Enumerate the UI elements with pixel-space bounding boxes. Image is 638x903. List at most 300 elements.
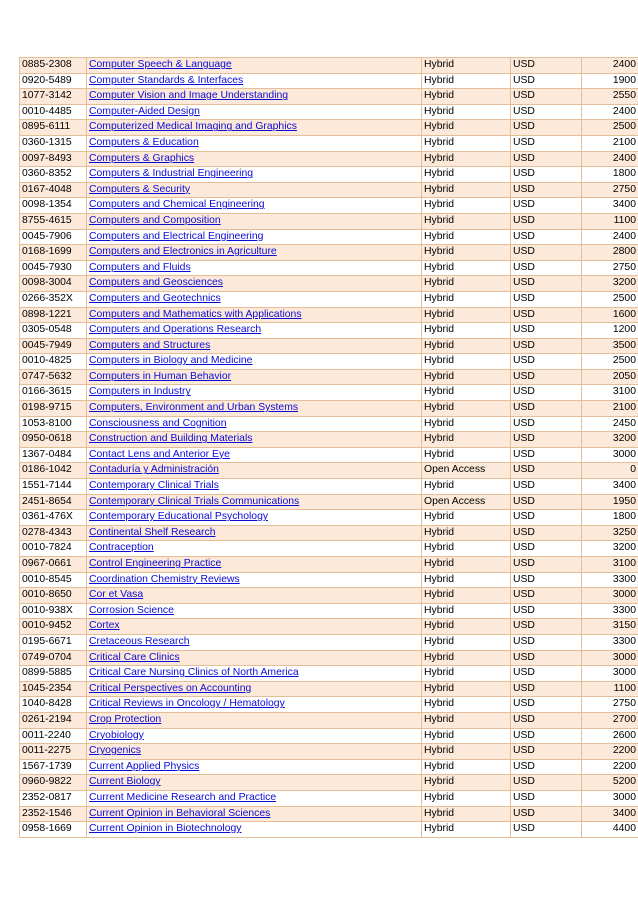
currency-cell: USD — [511, 401, 582, 417]
access-model-cell: Hybrid — [422, 401, 511, 417]
journal-title-link[interactable]: Control Engineering Practice — [89, 558, 222, 569]
journal-title-link[interactable]: Current Applied Physics — [89, 760, 200, 772]
journal-title-cell — [87, 634, 422, 650]
price-cell: 2050 — [582, 369, 638, 385]
price-cell: 3200 — [582, 541, 638, 557]
currency-cell: USD — [511, 307, 582, 323]
price-cell: 2450 — [582, 416, 638, 432]
price-cell: 1600 — [582, 307, 638, 323]
price-cell: 4400 — [582, 822, 638, 838]
issn-cell: 2451-8654 — [20, 494, 87, 510]
access-model-cell: Hybrid — [422, 712, 511, 728]
issn-cell: 0045-7906 — [20, 229, 87, 245]
journal-title-cell — [87, 213, 422, 229]
currency-cell: USD — [511, 510, 582, 526]
issn-cell: 2352-1546 — [20, 806, 87, 822]
issn-cell: 0010-7824 — [20, 541, 87, 557]
issn-cell: 1567-1739 — [20, 759, 87, 775]
access-model-cell: Hybrid — [422, 291, 511, 307]
journal-title-link[interactable]: Computer Vision and Image Understanding — [89, 90, 289, 102]
journal-title-link[interactable]: Consciousness and Cognition — [89, 417, 227, 429]
journal-title-link[interactable]: Computers and Geotechnics — [89, 292, 221, 304]
journal-title-cell — [87, 619, 422, 635]
price-cell: 3150 — [582, 619, 638, 635]
issn-cell: 0168-1699 — [20, 245, 87, 261]
journal-title-link[interactable]: Current Medicine Research and Practice — [89, 791, 277, 803]
table-row — [20, 697, 638, 713]
journal-title-cell — [87, 338, 422, 354]
journal-title-link[interactable]: Computers & Education — [89, 136, 199, 148]
journal-title-link[interactable]: Critical Care Clinics — [89, 651, 180, 663]
journal-title-link[interactable]: Continental Shelf Research — [89, 526, 216, 538]
access-model-cell: Hybrid — [422, 276, 511, 292]
price-cell: 2400 — [582, 104, 638, 120]
table-row — [20, 276, 638, 292]
journal-title-cell — [87, 73, 422, 89]
currency-cell: USD — [511, 213, 582, 229]
issn-cell: 0361-476X — [20, 510, 87, 526]
table-row — [20, 385, 638, 401]
journal-title-link[interactable]: Computer-Aided Design — [89, 105, 200, 117]
currency-cell: USD — [511, 666, 582, 682]
journal-title-cell — [87, 307, 422, 323]
issn-cell: 0195-6671 — [20, 634, 87, 650]
price-cell: 0 — [582, 463, 638, 479]
currency-cell: USD — [511, 338, 582, 354]
journal-title-cell — [87, 775, 422, 791]
access-model-cell: Hybrid — [422, 73, 511, 89]
issn-cell: 0098-3004 — [20, 276, 87, 292]
price-cell: 2800 — [582, 245, 638, 261]
journal-title-link[interactable]: Computers and Mathematics with Applications — [89, 308, 302, 320]
issn-cell: 0899-5885 — [20, 666, 87, 682]
journal-title-cell — [87, 463, 422, 479]
journal-title-link[interactable]: Current Opinion in Biotechnology — [89, 823, 242, 835]
journal-title-cell — [87, 822, 422, 838]
table-row — [20, 291, 638, 307]
journal-title-link[interactable]: Current Biology — [89, 776, 161, 788]
access-model-cell: Hybrid — [422, 416, 511, 432]
table-row — [20, 401, 638, 417]
journal-title-link[interactable]: Computers and Geosciences — [89, 277, 223, 289]
access-model-cell: Hybrid — [422, 260, 511, 276]
journal-title-link[interactable]: Contraception — [89, 542, 154, 554]
table-row — [20, 666, 638, 682]
journal-title-cell — [87, 744, 422, 760]
currency-cell: USD — [511, 822, 582, 838]
currency-cell: USD — [511, 369, 582, 385]
journal-title-cell — [87, 728, 422, 744]
issn-cell: 0045-7949 — [20, 338, 87, 354]
access-model-cell: Hybrid — [422, 603, 511, 619]
journal-title-cell — [87, 697, 422, 713]
issn-cell: 0747-5632 — [20, 369, 87, 385]
journal-title-link[interactable]: Computers and Electrical Engineering — [89, 230, 264, 242]
currency-cell: USD — [511, 229, 582, 245]
price-cell: 3200 — [582, 276, 638, 292]
table-row — [20, 120, 638, 136]
journal-price-sheet — [19, 57, 636, 838]
journal-title-link[interactable]: Contemporary Clinical Trials — [89, 480, 219, 492]
currency-cell: USD — [511, 775, 582, 791]
price-cell: 2600 — [582, 728, 638, 744]
price-cell: 3000 — [582, 666, 638, 682]
journal-title-cell — [87, 557, 422, 573]
journal-title-cell — [87, 447, 422, 463]
price-cell: 2200 — [582, 759, 638, 775]
price-cell: 3000 — [582, 447, 638, 463]
issn-cell: 0360-1315 — [20, 135, 87, 151]
journal-title-cell — [87, 385, 422, 401]
currency-cell: USD — [511, 572, 582, 588]
journal-title-link[interactable]: Computer Speech & Language — [89, 59, 232, 70]
journal-title-cell — [87, 510, 422, 526]
journal-title-cell — [87, 323, 422, 339]
issn-cell: 8755-4615 — [20, 213, 87, 229]
journal-title-cell — [87, 666, 422, 682]
currency-cell: USD — [511, 759, 582, 775]
currency-cell: USD — [511, 479, 582, 495]
access-model-cell: Hybrid — [422, 572, 511, 588]
journal-title-link[interactable]: Computers and Composition — [89, 214, 221, 226]
price-cell: 2400 — [582, 229, 638, 245]
journal-title-link[interactable]: Cortex — [89, 620, 120, 632]
table-row — [20, 151, 638, 167]
price-cell: 1800 — [582, 510, 638, 526]
journal-title-link[interactable]: Computers in Industry — [89, 386, 191, 398]
issn-cell: 0045-7930 — [20, 260, 87, 276]
price-cell: 3300 — [582, 634, 638, 650]
currency-cell: USD — [511, 167, 582, 183]
table-row — [20, 58, 638, 74]
currency-cell: USD — [511, 432, 582, 448]
price-cell: 1950 — [582, 494, 638, 510]
access-model-cell: Hybrid — [422, 385, 511, 401]
access-model-cell: Hybrid — [422, 525, 511, 541]
table-row — [20, 525, 638, 541]
journal-title-link[interactable]: Cryogenics — [89, 745, 141, 757]
price-cell: 1200 — [582, 323, 638, 339]
currency-cell: USD — [511, 354, 582, 370]
issn-cell: 0266-352X — [20, 291, 87, 307]
currency-cell: USD — [511, 619, 582, 635]
table-row — [20, 681, 638, 697]
journal-title-cell — [87, 541, 422, 557]
price-cell: 1100 — [582, 213, 638, 229]
access-model-cell: Hybrid — [422, 104, 511, 120]
table-row — [20, 510, 638, 526]
issn-cell: 0011-2275 — [20, 744, 87, 760]
journal-table-body — [20, 58, 638, 838]
table-row — [20, 198, 638, 214]
issn-cell: 0167-4048 — [20, 182, 87, 198]
access-model-cell: Hybrid — [422, 557, 511, 573]
table-row — [20, 557, 638, 573]
issn-cell: 0010-938X — [20, 603, 87, 619]
journal-title-link[interactable]: Coordination Chemistry Reviews — [89, 573, 240, 585]
journal-title-link[interactable]: Contaduría y Administración — [89, 464, 219, 476]
currency-cell: USD — [511, 245, 582, 261]
issn-cell: 0098-1354 — [20, 198, 87, 214]
access-model-cell: Hybrid — [422, 89, 511, 105]
table-row — [20, 775, 638, 791]
currency-cell: USD — [511, 634, 582, 650]
access-model-cell: Hybrid — [422, 744, 511, 760]
access-model-cell: Hybrid — [422, 229, 511, 245]
access-model-cell: Hybrid — [422, 790, 511, 806]
access-model-cell: Hybrid — [422, 213, 511, 229]
table-row — [20, 245, 638, 261]
journal-title-cell — [87, 681, 422, 697]
table-row — [20, 650, 638, 666]
access-model-cell: Hybrid — [422, 338, 511, 354]
issn-cell: 0011-2240 — [20, 728, 87, 744]
journal-title-cell — [87, 167, 422, 183]
issn-cell: 0305-0548 — [20, 323, 87, 339]
price-cell: 3200 — [582, 432, 638, 448]
currency-cell: USD — [511, 744, 582, 760]
currency-cell: USD — [511, 681, 582, 697]
journal-title-link[interactable]: Contemporary Clinical Trials Communications — [89, 495, 300, 507]
issn-cell: 0097-8493 — [20, 151, 87, 167]
journal-title-link[interactable]: Corrosion Science — [89, 604, 174, 616]
table-row — [20, 323, 638, 339]
table-row — [20, 479, 638, 495]
access-model-cell: Hybrid — [422, 307, 511, 323]
issn-cell: 2352-0817 — [20, 790, 87, 806]
journal-title-link[interactable]: Computers in Human Behavior — [89, 370, 232, 382]
issn-cell: 0898-1221 — [20, 307, 87, 323]
issn-cell: 0010-8650 — [20, 588, 87, 604]
table-row — [20, 89, 638, 105]
journal-title-link[interactable]: Computers and Structures — [89, 339, 211, 351]
access-model-cell: Hybrid — [422, 323, 511, 339]
issn-cell: 1077-3142 — [20, 89, 87, 105]
table-row — [20, 213, 638, 229]
issn-cell: 0166-3615 — [20, 385, 87, 401]
price-cell: 3500 — [582, 338, 638, 354]
journal-title-cell — [87, 89, 422, 105]
journal-title-link[interactable]: Computerized Medical Imaging and Graphics — [89, 121, 297, 133]
issn-cell: 0186-1042 — [20, 463, 87, 479]
table-row — [20, 182, 638, 198]
journal-title-link[interactable]: Computers, Environment and Urban Systems — [89, 402, 299, 414]
table-row — [20, 338, 638, 354]
journal-title-cell — [87, 276, 422, 292]
price-cell: 3400 — [582, 806, 638, 822]
currency-cell: USD — [511, 525, 582, 541]
access-model-cell: Hybrid — [422, 167, 511, 183]
price-cell: 3300 — [582, 603, 638, 619]
currency-cell: USD — [511, 541, 582, 557]
journal-title-link[interactable]: Critical Care Nursing Clinics of North America — [89, 667, 299, 679]
access-model-cell: Hybrid — [422, 58, 511, 74]
journal-title-cell — [87, 151, 422, 167]
price-cell: 5200 — [582, 775, 638, 791]
journal-title-cell — [87, 588, 422, 604]
journal-title-cell — [87, 354, 422, 370]
journal-title-link[interactable]: Critical Perspectives on Accounting — [89, 682, 252, 694]
table-row — [20, 260, 638, 276]
access-model-cell: Hybrid — [422, 806, 511, 822]
journal-title-cell — [87, 260, 422, 276]
journal-table — [19, 57, 638, 838]
currency-cell: USD — [511, 385, 582, 401]
access-model-cell: Hybrid — [422, 198, 511, 214]
journal-title-cell — [87, 494, 422, 510]
currency-cell: USD — [511, 135, 582, 151]
price-cell: 2100 — [582, 401, 638, 417]
issn-cell: 0010-4825 — [20, 354, 87, 370]
journal-title-link[interactable]: Computers and Fluids — [89, 261, 191, 273]
journal-title-link[interactable]: Computers & Industrial Engineering — [89, 168, 254, 180]
journal-title-cell — [87, 759, 422, 775]
journal-title-link[interactable]: Computers and Electronics in Agriculture — [89, 246, 277, 258]
access-model-cell: Hybrid — [422, 369, 511, 385]
price-cell: 1100 — [582, 681, 638, 697]
access-model-cell: Hybrid — [422, 182, 511, 198]
journal-title-link[interactable]: Cryobiology — [89, 729, 144, 741]
table-row — [20, 588, 638, 604]
price-cell: 2750 — [582, 697, 638, 713]
journal-title-link[interactable]: Computers and Chemical Engineering — [89, 199, 265, 211]
access-model-cell: Hybrid — [422, 120, 511, 136]
currency-cell: USD — [511, 712, 582, 728]
table-row — [20, 572, 638, 588]
journal-title-link[interactable]: Critical Reviews in Oncology / Hematology — [89, 698, 285, 710]
journal-title-link[interactable]: Computers in Biology and Medicine — [89, 355, 253, 367]
issn-cell: 1045-2354 — [20, 681, 87, 697]
journal-title-link[interactable]: Crop Protection — [89, 713, 162, 725]
journal-title-cell — [87, 120, 422, 136]
currency-cell: USD — [511, 89, 582, 105]
journal-title-cell — [87, 135, 422, 151]
currency-cell: USD — [511, 463, 582, 479]
access-model-cell: Hybrid — [422, 510, 511, 526]
table-row — [20, 104, 638, 120]
journal-title-cell — [87, 603, 422, 619]
table-row — [20, 229, 638, 245]
table-row — [20, 167, 638, 183]
issn-cell: 0278-4343 — [20, 525, 87, 541]
price-cell: 3400 — [582, 479, 638, 495]
access-model-cell: Hybrid — [422, 354, 511, 370]
journal-title-link[interactable]: Contemporary Educational Psychology — [89, 511, 269, 523]
table-row — [20, 354, 638, 370]
price-cell: 3250 — [582, 525, 638, 541]
table-row — [20, 307, 638, 323]
journal-title-link[interactable]: Computers and Operations Research — [89, 324, 262, 336]
currency-cell: USD — [511, 416, 582, 432]
table-row — [20, 744, 638, 760]
table-row — [20, 463, 638, 479]
price-cell: 3000 — [582, 588, 638, 604]
price-cell: 3400 — [582, 198, 638, 214]
currency-cell: USD — [511, 120, 582, 136]
journal-title-link[interactable]: Cretaceous Research — [89, 635, 190, 647]
price-cell: 3300 — [582, 572, 638, 588]
journal-title-link[interactable]: Construction and Building Materials — [89, 433, 253, 445]
journal-title-cell — [87, 525, 422, 541]
access-model-cell: Hybrid — [422, 634, 511, 650]
access-model-cell: Hybrid — [422, 650, 511, 666]
access-model-cell: Hybrid — [422, 681, 511, 697]
access-model-cell: Hybrid — [422, 245, 511, 261]
journal-title-cell — [87, 229, 422, 245]
issn-cell: 0261-2194 — [20, 712, 87, 728]
issn-cell: 0958-1669 — [20, 822, 87, 838]
table-row — [20, 712, 638, 728]
journal-title-link[interactable]: Computers & Security — [89, 183, 191, 195]
issn-cell: 0950-0618 — [20, 432, 87, 448]
table-row — [20, 822, 638, 838]
table-row — [20, 494, 638, 510]
price-cell: 2750 — [582, 182, 638, 198]
currency-cell: USD — [511, 603, 582, 619]
journal-title-link[interactable]: Current Opinion in Behavioral Sciences — [89, 807, 271, 819]
currency-cell: USD — [511, 276, 582, 292]
journal-title-cell — [87, 790, 422, 806]
issn-cell: 0010-4485 — [20, 104, 87, 120]
issn-cell: 1551-7144 — [20, 479, 87, 495]
table-row — [20, 790, 638, 806]
journal-title-cell — [87, 712, 422, 728]
access-model-cell: Hybrid — [422, 759, 511, 775]
table-row — [20, 432, 638, 448]
issn-cell: 0198-9715 — [20, 401, 87, 417]
access-model-cell: Hybrid — [422, 697, 511, 713]
currency-cell: USD — [511, 650, 582, 666]
price-cell: 2550 — [582, 89, 638, 105]
journal-title-link[interactable]: Computer Standards & Interfaces — [89, 74, 244, 86]
table-row — [20, 416, 638, 432]
issn-cell: 0749-0704 — [20, 650, 87, 666]
price-cell: 3000 — [582, 790, 638, 806]
currency-cell: USD — [511, 697, 582, 713]
table-row — [20, 634, 638, 650]
journal-title-cell — [87, 58, 422, 74]
currency-cell: USD — [511, 790, 582, 806]
price-cell: 2200 — [582, 744, 638, 760]
access-model-cell: Open Access — [422, 463, 511, 479]
access-model-cell: Hybrid — [422, 775, 511, 791]
journal-title-cell — [87, 416, 422, 432]
journal-title-link[interactable]: Cor et Vasa — [89, 589, 144, 601]
price-cell: 2500 — [582, 120, 638, 136]
access-model-cell: Hybrid — [422, 447, 511, 463]
table-row — [20, 369, 638, 385]
journal-title-link[interactable]: Computers & Graphics — [89, 152, 195, 164]
journal-title-cell — [87, 104, 422, 120]
currency-cell: USD — [511, 104, 582, 120]
price-cell: 2400 — [582, 58, 638, 74]
currency-cell: USD — [511, 58, 582, 74]
price-cell: 2500 — [582, 291, 638, 307]
journal-title-link[interactable]: Contact Lens and Anterior Eye — [89, 448, 230, 460]
price-cell: 3100 — [582, 385, 638, 401]
price-cell: 2750 — [582, 260, 638, 276]
issn-cell: 0960-9822 — [20, 775, 87, 791]
currency-cell: USD — [511, 494, 582, 510]
access-model-cell: Open Access — [422, 494, 511, 510]
price-cell: 2400 — [582, 151, 638, 167]
access-model-cell: Hybrid — [422, 432, 511, 448]
issn-cell: 0885-2308 — [20, 58, 87, 74]
currency-cell: USD — [511, 73, 582, 89]
journal-title-cell — [87, 182, 422, 198]
currency-cell: USD — [511, 588, 582, 604]
access-model-cell: Hybrid — [422, 822, 511, 838]
